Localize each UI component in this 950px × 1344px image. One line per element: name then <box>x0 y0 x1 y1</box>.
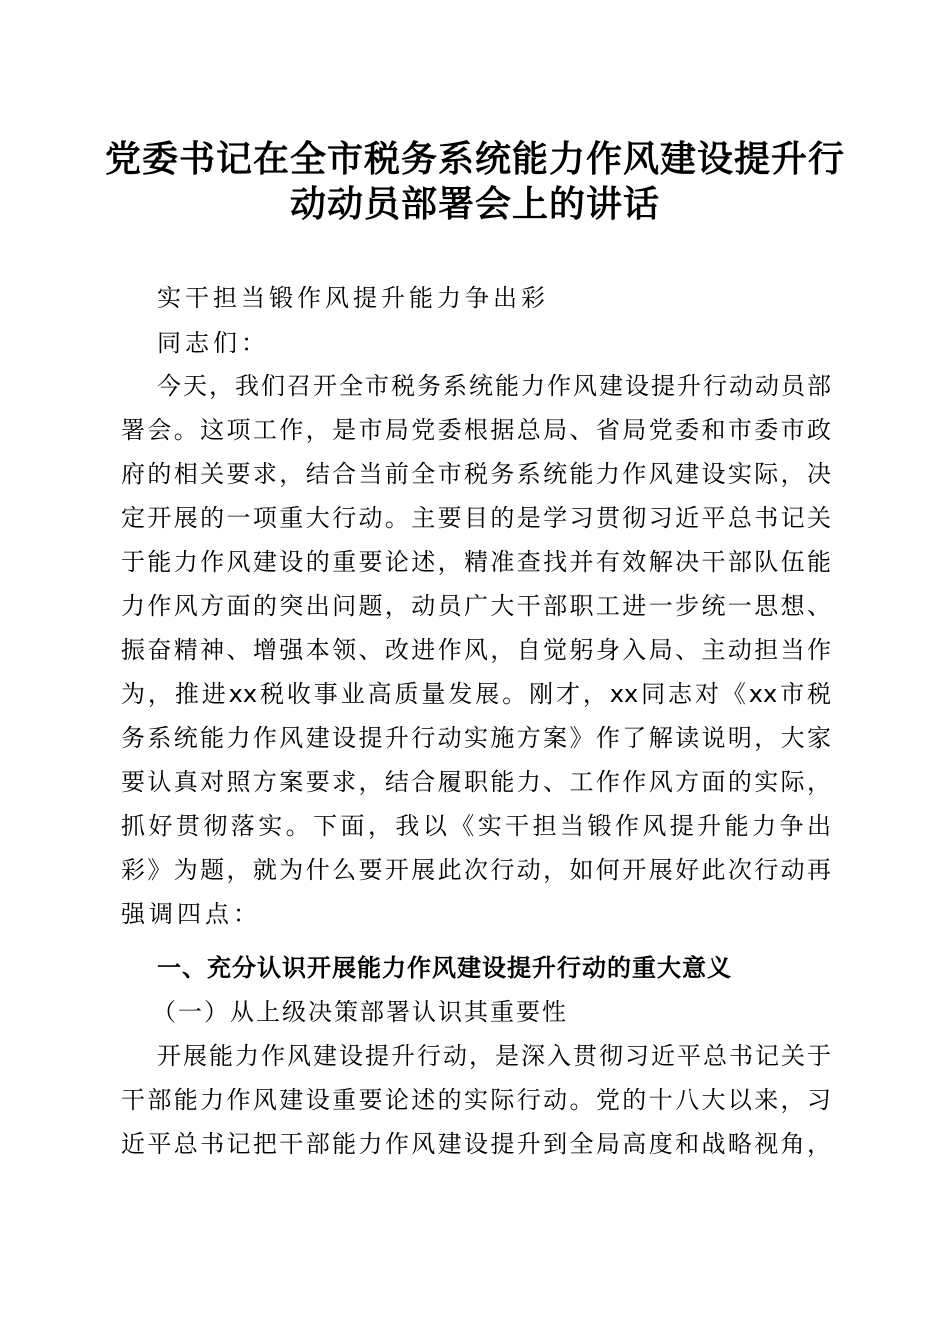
paragraph-1-line: 府的相关要求，结合当前全市税务系统能力作风建设实际，决 <box>121 460 831 488</box>
paragraph-1-line: 于能力作风建设的重要论述，精准查找并有效解决干部队伍能 <box>121 548 831 576</box>
paragraph-1-line: 今天，我们召开全市税务系统能力作风建设提升行动动员部 <box>157 372 831 400</box>
paragraph-2-line: 近平总书记把干部能力作风建设提升到全局高度和战略视角， <box>121 1130 831 1158</box>
paragraph-2-line: 干部能力作风建设重要论述的实际行动。党的十八大以来，习 <box>121 1086 831 1114</box>
section-heading-1: 一、充分认识开展能力作风建设提升行动的重大意义 <box>157 954 732 982</box>
salutation: 同志们： <box>157 329 269 357</box>
paragraph-1-line: 强调四点： <box>121 900 261 928</box>
paragraph-1-line: 务系统能力作风建设提升行动实施方案》作了解读说明，大家 <box>121 724 831 752</box>
paragraph-2-line: 开展能力作风建设提升行动，是深入贯彻习近平总书记关于 <box>157 1042 831 1070</box>
paragraph-1-line: 为，推进xx税收事业高质量发展。刚才，xx同志对《xx市税 <box>121 680 831 708</box>
subtitle: 实干担当锻作风提升能力争出彩 <box>157 284 549 312</box>
document-title-line-2: 动动员部署会上的讲话 <box>289 183 660 225</box>
paragraph-1-line: 署会。这项工作，是市局党委根据总局、省局党委和市委市政 <box>121 416 831 444</box>
paragraph-1-line: 彩》为题，就为什么要开展此次行动，如何开展好此次行动再 <box>121 856 831 884</box>
section-heading-2: （一）从上级决策部署认识其重要性 <box>152 998 568 1026</box>
document-title-line-1: 党委书记在全市税务系统能力作风建设提升行 <box>104 138 845 180</box>
paragraph-1-line: 力作风方面的突出问题，动员广大干部职工进一步统一思想、 <box>121 592 831 620</box>
paragraph-1-line: 抓好贯彻落实。下面，我以《实干担当锻作风提升能力争出 <box>121 812 831 840</box>
paragraph-1-line: 振奋精神、增强本领、改进作风，自觉躬身入局、主动担当作 <box>121 636 831 664</box>
paragraph-1-line: 要认真对照方案要求，结合履职能力、工作作风方面的实际， <box>121 768 831 796</box>
paragraph-1-line: 定开展的一项重大行动。主要目的是学习贯彻习近平总书记关 <box>121 504 831 532</box>
